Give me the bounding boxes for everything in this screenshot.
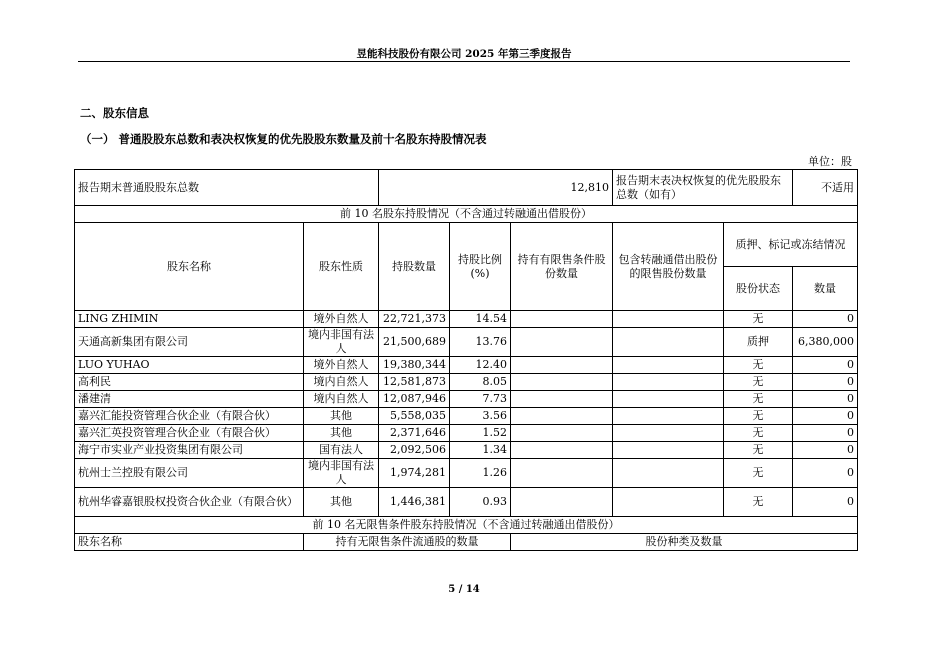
cell-lending (613, 328, 724, 357)
cell-name: 天通高新集团有限公司 (75, 328, 304, 357)
cell-restricted (511, 459, 613, 488)
cell-lending (613, 391, 724, 408)
cell-restricted (511, 357, 613, 374)
cell-lending (613, 459, 724, 488)
cell-status: 无 (724, 374, 793, 391)
header-qty: 数量 (793, 267, 858, 311)
cell-shares: 1,974,281 (379, 459, 450, 488)
top10-title-row (75, 206, 858, 223)
table-row (75, 311, 858, 328)
cell-status: 无 (724, 488, 793, 517)
cell-name: 嘉兴汇能投资管理合伙企业（有限合伙） (75, 408, 304, 425)
cell-restricted (511, 488, 613, 517)
cell-qty: 0 (793, 442, 858, 459)
cell-shares: 19,380,344 (379, 357, 450, 374)
total-holders-label: 报告期末普通股股东总数 (75, 170, 379, 206)
cell-nature: 国有法人 (304, 442, 379, 459)
cell-ratio: 1.26 (450, 459, 511, 488)
cell-shares: 2,371,646 (379, 425, 450, 442)
table-row (75, 488, 858, 517)
cell-ratio: 12.40 (450, 357, 511, 374)
cell-lending (613, 374, 724, 391)
cell-restricted (511, 408, 613, 425)
cell-qty: 0 (793, 408, 858, 425)
cell-lending (613, 425, 724, 442)
header-name: 股东名称 (75, 223, 304, 311)
cell-nature: 其他 (304, 425, 379, 442)
table-row (75, 328, 858, 357)
cell-ratio: 13.76 (450, 328, 511, 357)
cell-status: 无 (724, 459, 793, 488)
cell-name: 潘建清 (75, 391, 304, 408)
cell-ratio: 7.73 (450, 391, 511, 408)
cell-qty: 0 (793, 311, 858, 328)
cell-status: 无 (724, 408, 793, 425)
summary-row (75, 170, 858, 206)
unrestricted-header-qty: 持有无限售条件流通股的数量 (304, 534, 511, 551)
cell-status: 无 (724, 442, 793, 459)
table-row (75, 357, 858, 374)
header-ratio: 持股比例(%) (450, 223, 511, 311)
cell-status: 无 (724, 391, 793, 408)
cell-name: 高利民 (75, 374, 304, 391)
cell-lending (613, 311, 724, 328)
cell-status: 质押 (724, 328, 793, 357)
cell-nature: 境外自然人 (304, 311, 379, 328)
cell-nature: 境内自然人 (304, 391, 379, 408)
cell-name: LING ZHIMIN (75, 311, 304, 328)
subsection-title: （一） 普通股股东总数和表决权恢复的优先股股东数量及前十名股东持股情况表 (80, 132, 487, 146)
cell-ratio: 1.52 (450, 425, 511, 442)
cell-shares: 1,446,381 (379, 488, 450, 517)
header-shares: 持股数量 (379, 223, 450, 311)
table-row (75, 442, 858, 459)
cell-nature: 境内非国有法人 (304, 459, 379, 488)
cell-status: 无 (724, 311, 793, 328)
cell-shares: 2,092,506 (379, 442, 450, 459)
cell-name: 嘉兴汇英投资管理合伙企业（有限合伙） (75, 425, 304, 442)
cell-qty: 6,380,000 (793, 328, 858, 357)
cell-lending (613, 488, 724, 517)
cell-name: LUO YUHAO (75, 357, 304, 374)
cell-restricted (511, 425, 613, 442)
cell-name: 杭州士兰控股有限公司 (75, 459, 304, 488)
cell-ratio: 0.93 (450, 488, 511, 517)
cell-shares: 21,500,689 (379, 328, 450, 357)
table-row (75, 374, 858, 391)
unrestricted-header-row (75, 534, 858, 551)
cell-nature: 境外自然人 (304, 357, 379, 374)
table-row (75, 408, 858, 425)
cell-qty: 0 (793, 425, 858, 442)
cell-ratio: 8.05 (450, 374, 511, 391)
cell-ratio: 14.54 (450, 311, 511, 328)
cell-nature: 其他 (304, 488, 379, 517)
cell-nature: 境内自然人 (304, 374, 379, 391)
pref-holders-label: 报告期末表决权恢复的优先股股东总数（如有） (613, 170, 793, 206)
header-restricted: 持有有限售条件股份数量 (511, 223, 613, 311)
top10-title: 前 10 名股东持股情况（不含通过转融通出借股份） (75, 206, 858, 223)
cell-shares: 12,087,946 (379, 391, 450, 408)
cell-restricted (511, 391, 613, 408)
header-status: 股份状态 (724, 267, 793, 311)
unrestricted-title-row (75, 517, 858, 534)
cell-restricted (511, 442, 613, 459)
unrestricted-header-type: 股份种类及数量 (511, 534, 858, 551)
cell-lending (613, 408, 724, 425)
cell-lending (613, 442, 724, 459)
cell-status: 无 (724, 425, 793, 442)
cell-qty: 0 (793, 488, 858, 517)
cell-shares: 12,581,873 (379, 374, 450, 391)
cell-shares: 5,558,035 (379, 408, 450, 425)
cell-nature: 境内非国有法人 (304, 328, 379, 357)
unrestricted-header-name: 股东名称 (75, 534, 304, 551)
table-row (75, 425, 858, 442)
cell-name: 杭州华睿嘉银股权投资合伙企业（有限合伙） (75, 488, 304, 517)
section-title: 二、股东信息 (80, 106, 149, 120)
unrestricted-title: 前 10 名无限售条件股东持股情况（不含通过转融通出借股份） (75, 517, 858, 534)
cell-ratio: 1.34 (450, 442, 511, 459)
page-number: 5 / 14 (448, 584, 480, 595)
header-pledge: 质押、标记或冻结情况 (724, 223, 858, 267)
shareholder-table (74, 169, 858, 551)
cell-qty: 0 (793, 374, 858, 391)
cell-qty: 0 (793, 459, 858, 488)
header-divider (78, 61, 850, 62)
cell-status: 无 (724, 357, 793, 374)
cell-nature: 其他 (304, 408, 379, 425)
cell-qty: 0 (793, 391, 858, 408)
page-header: 昱能科技股份有限公司 2025 年第三季度报告 (356, 48, 572, 60)
cell-restricted (511, 374, 613, 391)
table-row (75, 459, 858, 488)
cell-restricted (511, 328, 613, 357)
cell-restricted (511, 311, 613, 328)
cell-ratio: 3.56 (450, 408, 511, 425)
pref-holders-value: 不适用 (793, 170, 858, 206)
total-holders-value: 12,810 (379, 170, 613, 206)
cell-name: 海宁市实业产业投资集团有限公司 (75, 442, 304, 459)
header-nature: 股东性质 (304, 223, 379, 311)
cell-qty: 0 (793, 357, 858, 374)
header-row (75, 223, 858, 267)
table-row (75, 391, 858, 408)
header-lending: 包含转融通借出股份的限售股份数量 (613, 223, 724, 311)
cell-shares: 22,721,373 (379, 311, 450, 328)
cell-lending (613, 357, 724, 374)
unit-label: 单位：股 (808, 155, 852, 168)
